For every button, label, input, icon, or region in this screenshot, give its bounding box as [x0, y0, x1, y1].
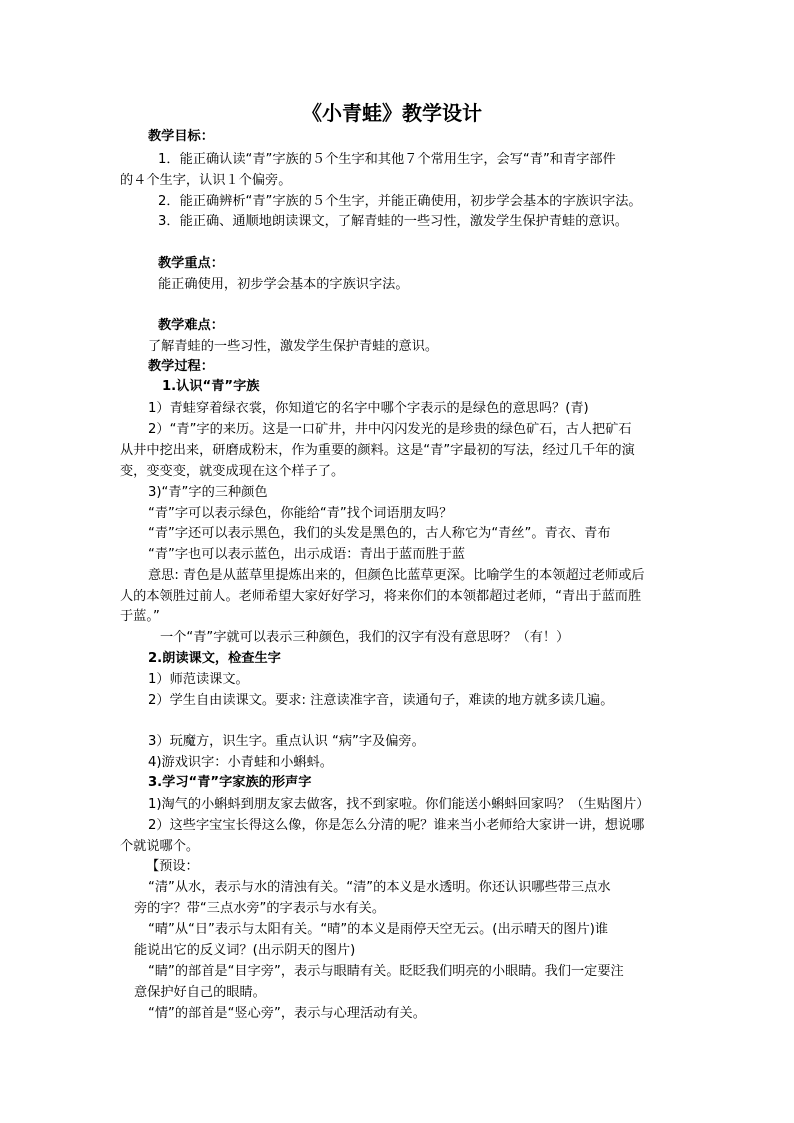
goals-line-4: 3．能正确、通顺地朗读课文，了解青蛙的一些习性，激发学生保护青蛙的意识。 — [158, 214, 628, 229]
goals-heading: 教学目标： — [148, 129, 214, 144]
section-1-line-2: 2）“青”字的来历。这是一口矿井，井中闪闪发光的是珍贵的绿色矿石，古人把矿石 — [148, 422, 632, 437]
section-1-line-12: 一个“青”字就可以表示三种颜色，我们的汉字有没有意思呀？（有！） — [160, 630, 570, 645]
focus-heading: 教学重点： — [158, 256, 224, 271]
goals-line-2: 的４个生字，认识１个偏旁。 — [120, 173, 292, 188]
section-2-line-4: 4)游戏识字：小青蛙和小蝌蚪。 — [148, 755, 333, 770]
section-2-line-3: 3）玩魔方，识生字。重点认识 “病”字及偏旁。 — [148, 734, 425, 749]
section-3-heading: 3.学习“青”字家族的形声字 — [148, 775, 312, 790]
document-title: 《小青蛙》教学设计 — [302, 101, 482, 125]
section-3-line-8: 能说出它的反义词？(出示阴天的图片) — [134, 943, 356, 958]
goals-line-1: 1．能正确认读“青”字族的５个生字和其他７个常用生字，会写“青”和青字部件 — [158, 152, 616, 167]
section-1-line-8: “青”字也可以表示蓝色，出示成语：青出于蓝而胜于蓝 — [148, 547, 465, 562]
section-1-line-10: 人的本领胜过前人。老师希望大家好好学习，将来你们的本领都超过老师，“青出于蓝而胜 — [120, 589, 642, 604]
goals-line-3: 2．能正确辨析“青”字族的５个生字，并能正确使用，初步学会基本的字族识字法。 — [158, 194, 642, 209]
section-3-line-9: “睛”的部首是“目字旁”，表示与眼睛有关。眨眨我们明亮的小眼睛。我们一定要注 — [148, 964, 624, 979]
section-2-line-1: 1）师范读课文。 — [148, 672, 249, 687]
section-3-line-5: “清”从水，表示与水的清浊有关。“清”的本义是水透明。你还认识哪些带三点水 — [148, 880, 611, 895]
section-1-line-11: 于蓝。” — [120, 609, 160, 624]
section-1-line-6: “青”字可以表示绿色，你能给“青”找个词语朋友吗？ — [148, 506, 453, 521]
section-3-line-1: 1)淘气的小蝌蚪到朋友家去做客，找不到家啦。你们能送小蝌蚪回家吗？（生贴图片） — [148, 797, 650, 812]
section-3-line-7: “晴”从“日”表示与太阳有关。“晴”的本义是雨停天空无云。(出示晴天的图片)谁 — [148, 922, 609, 937]
section-1-line-4: 变，变变变，就变成现在这个样子了。 — [120, 464, 345, 479]
section-3-line-2: 2）这些字宝宝长得这么像，你是怎么分清的呢？谁来当小老师给大家讲一讲，想说哪 — [148, 818, 645, 833]
section-1-line-3: 从井中挖出来，研磨成粉末，作为重要的颜料。这是“青”字最初的写法，经过几千年的演 — [120, 443, 635, 458]
section-2-line-2: 2）学生自由读课文。要求: 注意读准字音，读通句子，难读的地方就多读几遍。 — [148, 693, 614, 708]
section-3-line-3: 个就说哪个。 — [120, 839, 200, 854]
section-3-line-6: 旁的字？带“三点水旁”的字表示与水有关。 — [134, 901, 386, 916]
section-3-line-11: “情”的部首是“竖心旁”，表示与心理活动有关。 — [148, 1006, 426, 1021]
process-heading: 教学过程： — [148, 359, 214, 374]
section-1-line-9: 意思: 青色是从蓝草里提炼出来的，但颜色比蓝草更深。比喻学生的本领超过老师或后 — [148, 568, 645, 583]
section-1-line-7: “青”字还可以表示黑色，我们的头发是黑色的，古人称它为“青丝”。青衣、青布 — [148, 526, 611, 541]
focus-text: 能正确使用，初步学会基本的字族识字法。 — [158, 277, 409, 292]
section-1-line-1: 1）青蛙穿着绿衣裳，你知道它的名字中哪个字表示的是绿色的意思吗？(青) — [148, 401, 589, 416]
section-3-line-10: 意保护好自己的眼睛。 — [134, 985, 266, 1000]
section-2-heading: 2.朗读课文，检查生字 — [148, 651, 281, 666]
section-1-heading: 1.认识“青”字族 — [162, 379, 260, 394]
difficulty-text: 了解青蛙的一些习性，激发学生保护青蛙的意识。 — [148, 339, 439, 354]
section-3-line-4: 【预设： — [146, 859, 199, 874]
difficulty-heading: 教学难点： — [158, 318, 224, 333]
section-1-line-5: 3)“青”字的三种颜色 — [148, 485, 268, 500]
